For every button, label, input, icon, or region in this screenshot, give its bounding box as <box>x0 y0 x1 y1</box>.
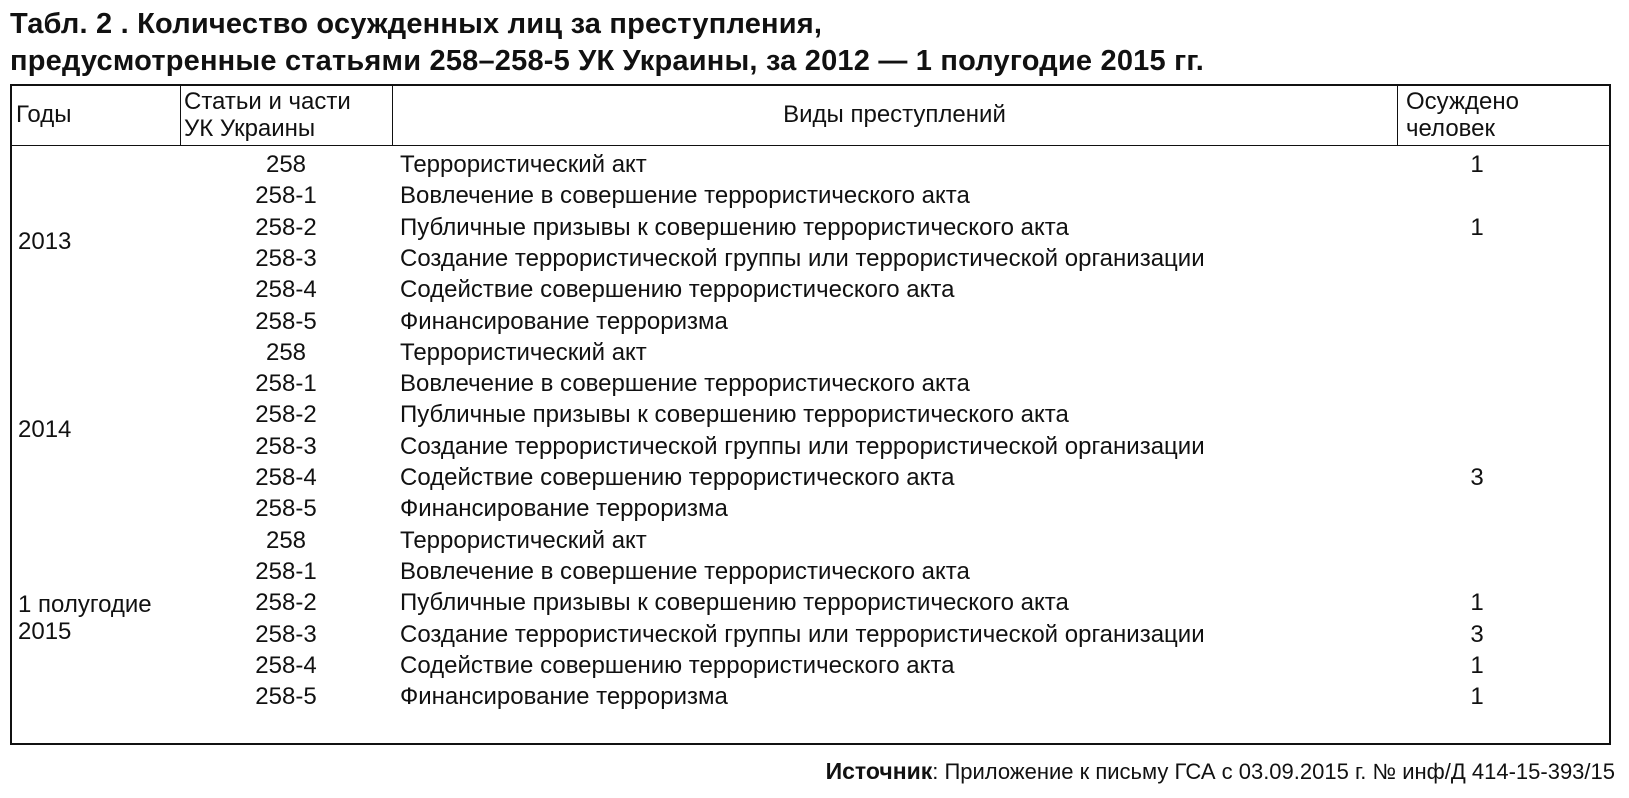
convicted-count-cell: 1 <box>1470 683 1484 711</box>
source-label: Источник <box>825 758 933 784</box>
crime-cell: Финансирование терроризма <box>400 307 728 335</box>
article-cell: 258-1 <box>255 557 317 585</box>
source-note <box>826 758 1615 785</box>
year-label: 2013 <box>18 228 72 256</box>
crime-cell: Создание террористической группы или террористической организации <box>400 620 1205 648</box>
crime-cell: Финансирование терроризма <box>400 683 728 711</box>
crime-cell: Содействие совершению террористического акта <box>400 276 955 304</box>
crime-cell: Создание террористической группы или террористической организации <box>400 244 1205 272</box>
header-bottom-line <box>12 145 1609 146</box>
convicted-count-cell: 1 <box>1470 589 1484 617</box>
crime-cell: Вовлечение в совершение террористического акта <box>400 182 970 210</box>
year-label: 2014 <box>18 416 72 444</box>
crime-cell: Террористический акт <box>400 526 647 554</box>
article-cell: 258-3 <box>255 620 317 648</box>
article-cell: 258 <box>265 338 307 366</box>
convicted-count-cell: 1 <box>1470 651 1484 679</box>
convictions-table <box>10 84 1611 745</box>
convicted-count-cell: 3 <box>1470 620 1484 648</box>
article-cell: 258-1 <box>255 370 317 398</box>
table-title <box>10 6 1610 80</box>
article-cell: 258-2 <box>255 401 317 429</box>
header-convicted: Осуждено человек <box>1406 88 1519 142</box>
source-text: : Приложение к письму ГСА с 03.09.2015 г. № инф/Д 414-15-393/15 <box>932 759 1615 784</box>
article-cell: 258-3 <box>255 432 317 460</box>
article-cell: 258 <box>265 526 307 554</box>
article-cell: 258-5 <box>255 495 317 523</box>
crime-cell: Вовлечение в совершение террористического акта <box>400 370 970 398</box>
convicted-count-cell: 1 <box>1470 151 1484 178</box>
crime-cell: Создание террористической группы или террористической организации <box>400 432 1205 460</box>
crime-cell: Финансирование терроризма <box>400 495 728 523</box>
article-cell: 258-5 <box>255 307 317 335</box>
convicted-count-cell: 1 <box>1470 213 1484 241</box>
crime-cell: Публичные призывы к совершению террористического акта <box>400 589 1069 617</box>
title-line-2: предусмотренные статьями 258–258-5 УК Украины, за 2012 — 1 полугодие 2015 гг. <box>10 45 1204 77</box>
article-cell: 258-3 <box>255 244 317 272</box>
article-cell: 258-1 <box>255 182 317 210</box>
article-cell: 258-2 <box>255 213 317 241</box>
header-crimes: Виды преступлений <box>783 101 1006 128</box>
article-cell: 258-2 <box>255 589 317 617</box>
crime-cell: Вовлечение в совершение террористического акта <box>400 557 970 585</box>
crime-cell: Содействие совершению террористического акта <box>400 464 955 491</box>
header-divider-3 <box>1397 86 1398 146</box>
crime-cell: Публичные призывы к совершению террористического акта <box>400 213 1069 241</box>
year-label: 1 полугодие 2015 <box>18 590 152 645</box>
article-cell: 258 <box>265 151 307 178</box>
header-years: Годы <box>16 101 72 128</box>
convicted-count-cell: 3 <box>1470 464 1484 491</box>
crime-cell: Террористический акт <box>400 151 647 178</box>
article-cell: 258-4 <box>255 464 317 491</box>
crime-cell: Содействие совершению террористического акта <box>400 651 955 679</box>
article-cell: 258-5 <box>255 683 317 711</box>
title-line-1: Табл. 2 . Количество осужденных лиц за преступления, <box>10 8 823 40</box>
article-cell: 258-4 <box>255 651 317 679</box>
header-articles: Статьи и части УК Украины <box>184 88 351 142</box>
crime-cell: Террористический акт <box>400 338 647 366</box>
article-cell: 258-4 <box>255 276 317 304</box>
crime-cell: Публичные призывы к совершению террористического акта <box>400 401 1069 429</box>
header-divider-1 <box>180 86 181 146</box>
